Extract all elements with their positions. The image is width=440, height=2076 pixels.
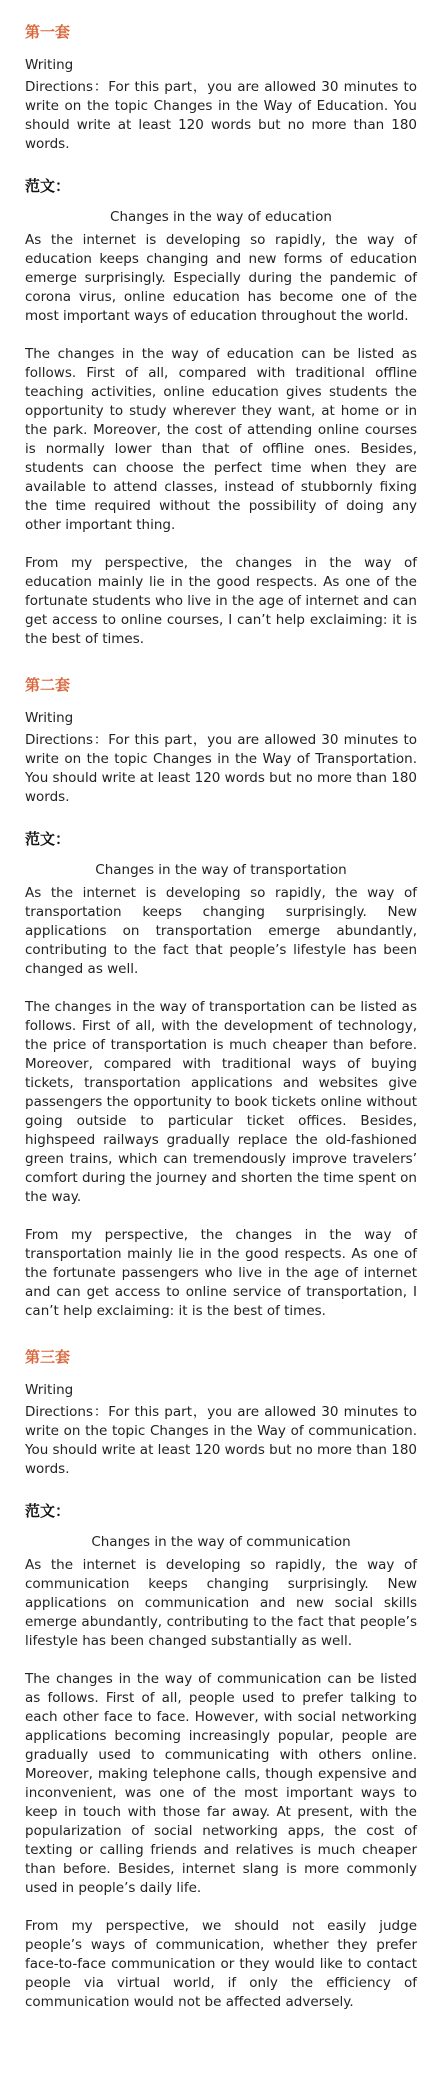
essay-title: Changes in the way of communication [91, 1534, 351, 1550]
essay-paragraph: From my perspective, we should not easily judge people’s ways of communication, whether they prefer face-to-face communication or they would like to contact people via virtual world, if only the efficiency of communication would not be affected adversely. [25, 1918, 417, 2010]
essay-paragraph: As the internet is developing so rapidly, the way of transportation keeps changing surprisingly. New applications on transportation emerge abundantly, contributing to the fact that people’s lifestyle has been changed as well. [25, 885, 417, 977]
sample-label: 范文： [25, 177, 71, 195]
section-kind: Writing [25, 710, 74, 726]
set-1 [25, 22, 417, 649]
directions: Directions：For this part，you are allowed 30 minutes to write on the topic Changes in the Way of communication. You should write at least 120 words but no more than 180 words. [25, 1404, 417, 1477]
set-title: 第一套 [25, 23, 71, 41]
directions: Directions：For this part，you are allowed 30 minutes to write on the topic Changes in the Way of Education. You should write at least 120 words but no more than 180 words. [25, 79, 417, 152]
essay-paragraph: As the internet is developing so rapidly, the way of education keeps changing and new forms of education emerge surprisingly. Especially during the pandemic of corona virus, online education has become one of the most important ways of education throughout the world. [25, 232, 417, 324]
set-title: 第三套 [25, 1348, 71, 1366]
essay-title: Changes in the way of transportation [95, 862, 347, 878]
essay-title: Changes in the way of education [110, 209, 332, 225]
essay-paragraph: From my perspective, the changes in the way of transportation mainly lie in the good respects. As one of the fortunate passengers who live in the age of internet and can get access to online service of transportation, I can’t help exclaiming: it is the best of times. [25, 1227, 417, 1319]
set-title: 第二套 [25, 676, 71, 694]
section-kind: Writing [25, 1382, 74, 1398]
essay-body [25, 1556, 417, 2012]
sample-label: 范文： [25, 1502, 71, 1520]
set-2 [25, 675, 417, 1321]
directions: Directions：For this part，you are allowed 30 minutes to write on the topic Changes in the Way of Transportation. You should write at least 120 words but no more than 180 words. [25, 732, 417, 805]
section-kind: Writing [25, 57, 74, 73]
essay-paragraph: As the internet is developing so rapidly, the way of communication keeps changing surprisingly. New applications on communication and new social skills emerge abundantly, contributing to the fact that people’s lifestyle has been changed substantially as well. [25, 1557, 417, 1649]
essay-body [25, 884, 417, 1321]
essay-paragraph: The changes in the way of communication can be listed as follows. First of all, people used to prefer talking to each other face to face. However, with social networking applications becoming increasingly popular, people are gradually used to communicating with others online. Moreover, making telephone calls, though expensive and inconvenient, was one of the most important ways to keep in touch with those far away. At present, with the popularization of social networking apps, the cost of texting or calling friends and relatives is much cheaper than before. Besides, internet slang is more commonly used in people’s daily life. [25, 1671, 417, 1896]
essay-paragraph: From my perspective, the changes in the way of education mainly lie in the good respects. As one of the fortunate students who live in the age of internet and can get access to online courses, I can’t help exclaiming: it is the best of times. [25, 555, 417, 647]
essay-paragraph: The changes in the way of education can be listed as follows. First of all, compared with traditional offline teaching activities, online education gives students the opportunity to study wherever they want, at home or in the park. Moreover, the cost of attending online courses is normally lower than that of offline ones. Besides, students can choose the perfect time when they are available to attend classes, instead of stubbornly fixing the time required without the possibility of doing any other important thing. [25, 346, 417, 533]
essay-paragraph: The changes in the way of transportation can be listed as follows. First of all, with the development of technology, the price of transportation is much cheaper than before. Moreover, compared with traditional ways of buying tickets, transportation applications and websites give passengers the opportunity to book tickets online without going outside to particular ticket offices. Besides, highspeed railways gradually replace the old-fashioned green trains, which can tremendously improve travelers’ comfort during the journey and shorten the time spent on the way. [25, 999, 417, 1205]
essay-body [25, 231, 417, 649]
set-3 [25, 1347, 417, 2012]
sample-label: 范文： [25, 830, 71, 848]
